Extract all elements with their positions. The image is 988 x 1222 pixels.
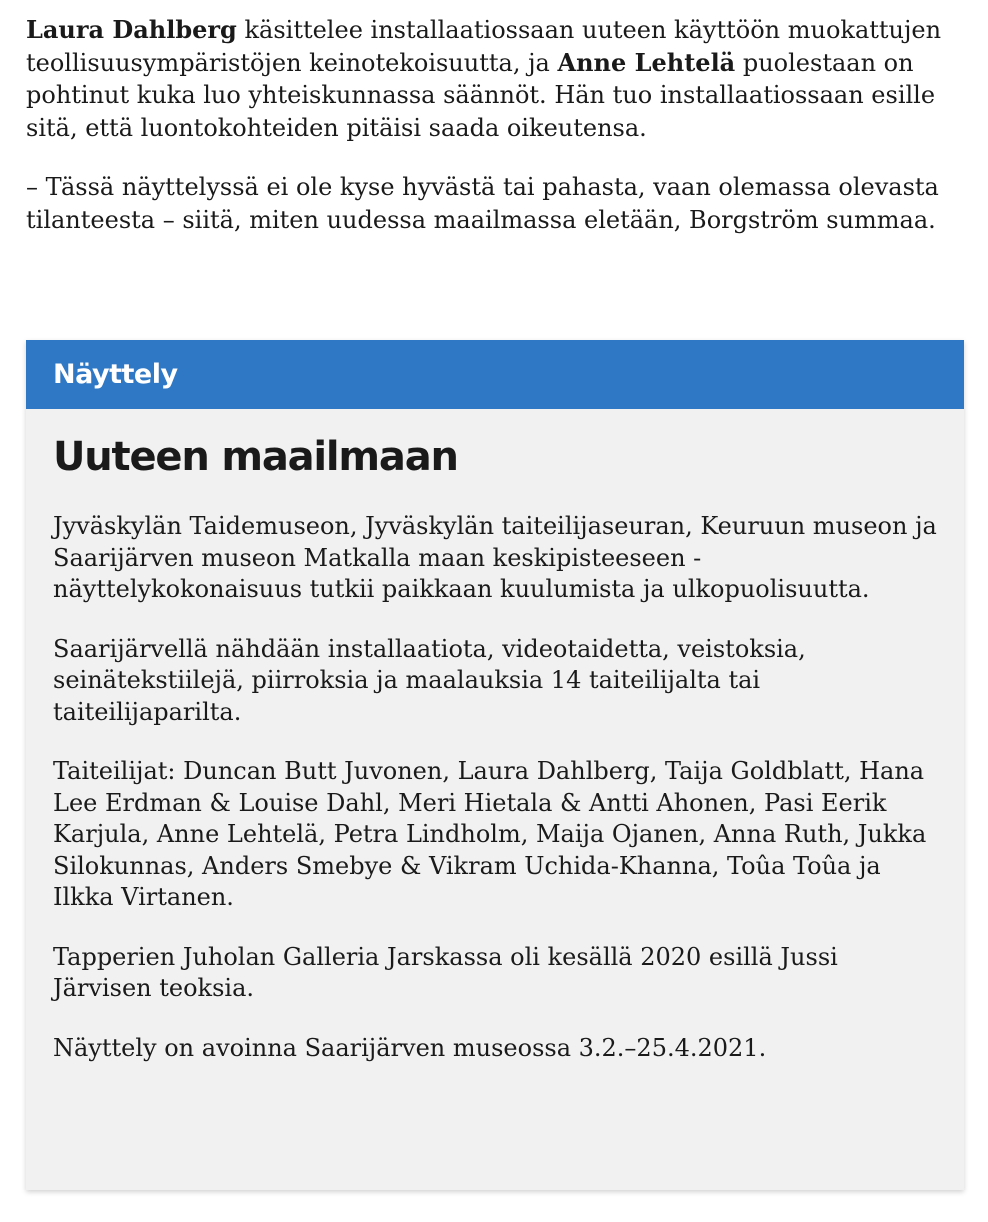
article-body (26, 14, 966, 263)
factbox-paragraph: Jyväskylän Taidemuseon, Jyväskylän taiteilijaseuran, Keuruun museon ja Saarijärven museon Matkalla maan keskipisteeseen -näyttelykokonaisuus tutkii paikkaan kuulumista ja ulkopuolisuutta. (53, 512, 937, 603)
factbox-opening-times: Näyttely on avoinna Saarijärven museossa 3.2.–25.4.2021. (53, 1033, 767, 1062)
article-quote-paragraph: – Tässä näyttelyssä ei ole kyse hyvästä tai pahasta, vaan olemassa olevasta tilanteesta – siitä, miten uudessa maailmassa eletään, Borgström summaa. (26, 173, 939, 234)
article-paragraph (26, 14, 966, 144)
factbox-body (26, 409, 964, 1064)
exhibition-factbox (26, 340, 964, 1190)
artist-name: Laura Dahlberg (26, 15, 237, 44)
factbox-title: Uuteen maailmaan (53, 434, 458, 480)
paragraph-text: puolestaan on pohtinut kuka luo yhteiskunnassa säännöt. Hän tuo installaatiossaan esille sitä, että luontokohteiden pitäisi saada oikeutensa. (26, 48, 936, 142)
factbox-paragraph: Saarijärvellä nähdään installaatiota, videotaidetta, veistoksia, seinätekstiilejä, piirroksia ja maalauksia 14 taiteilijalta tai taiteilijaparilta. (53, 634, 806, 726)
artist-name: Anne Lehtelä (557, 47, 736, 77)
factbox-artists-paragraph: Taiteilijat: Duncan Butt Juvonen, Laura Dahlberg, Taija Goldblatt, Hana Lee Erdman & Louise Dahl, Meri Hietala & Antti Ahonen, Pasi Eerik Karjula, Anne Lehtelä, Petra Lindholm, Maija Ojanen, Anna Ruth, Jukka Silokunnas, Anders Smebye & Vikram Uchida-Khanna, Toûa Toûa ja Ilkka Virtanen. (53, 757, 927, 911)
paragraph-text: käsittelee installaatiossaan uuteen käyttöön muokattujen teollisuusympäristöjen keinotekoisuutta, ja (26, 16, 942, 77)
factbox-paragraph: Tapperien Juholan Galleria Jarskassa oli kesällä 2020 esillä Jussi Järvisen teoksia. (53, 942, 838, 1002)
factbox-header: Näyttely (26, 340, 964, 409)
